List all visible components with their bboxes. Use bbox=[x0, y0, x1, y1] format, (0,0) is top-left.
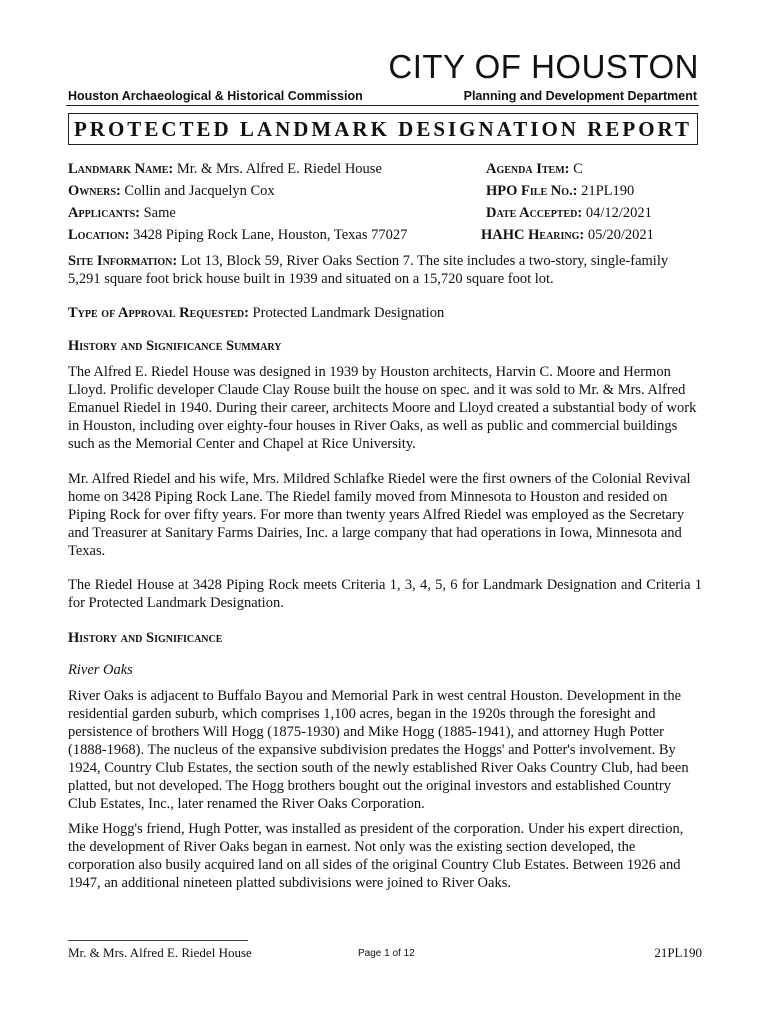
approval-label: Type of Approval Requested: bbox=[68, 305, 249, 321]
summary-paragraph-2 bbox=[68, 470, 702, 560]
site-information bbox=[68, 252, 702, 288]
history-paragraph-1 bbox=[68, 687, 702, 813]
history-p1: River Oaks is adjacent to Buffalo Bayou and Memorial Park in west central Houston. Development in the residential garden suburb, which comprises 1,100 acres, began in the 1920s through the foresight and persistence of brothers Will Hogg (1875-1930) and Mike Hogg (1885-1941), and attorney Hugh Potter (1888-1968). The nucleus of the expansive subdivision predates the Hoggs' and Potter's involvement. By 1924, Country Club Estates, the section south of the newly established River Oaks Country Club, had been platted, but not developed. The Hogg brothers bought out the original investors and established Country Club Estates, Inc., later renamed the River Oaks Corporation. bbox=[68, 688, 689, 812]
approval-value: Protected Landmark Designation bbox=[252, 305, 445, 321]
hahc-hearing-value: 05/20/2021 bbox=[587, 227, 654, 243]
agenda-item-row bbox=[486, 160, 583, 178]
history-heading-row bbox=[68, 629, 702, 647]
footer-divider bbox=[68, 940, 248, 941]
department-name: Planning and Development Department bbox=[463, 89, 697, 103]
history-paragraph-2 bbox=[68, 820, 702, 892]
landmark-name-value: Mr. & Mrs. Alfred E. Riedel House bbox=[176, 161, 382, 177]
history-subheading-row bbox=[68, 661, 702, 679]
summary-heading-row bbox=[68, 337, 702, 355]
hpo-file-row bbox=[486, 182, 634, 200]
city-title: CITY OF HOUSTON bbox=[388, 48, 699, 85]
summary-paragraph-1 bbox=[68, 363, 702, 453]
approval-type bbox=[68, 304, 702, 322]
hahc-hearing-row bbox=[481, 226, 654, 244]
location-row bbox=[68, 226, 407, 244]
hahc-hearing-label: HAHC Hearing: bbox=[481, 227, 585, 243]
landmark-name-row bbox=[68, 160, 382, 178]
summary-paragraph-3 bbox=[68, 576, 702, 612]
owners-row bbox=[68, 182, 275, 200]
footer-document-name: Mr. & Mrs. Alfred E. Riedel House bbox=[68, 945, 252, 960]
footer-file-number: 21PL190 bbox=[654, 945, 702, 960]
summary-heading: History and Significance Summary bbox=[68, 338, 282, 354]
location-label: Location: bbox=[68, 227, 130, 243]
report-title-box bbox=[68, 113, 698, 145]
summary-p2: Mr. Alfred Riedel and his wife, Mrs. Mildred Schlafke Riedel were the first owners of the Colonial Revival home on 3428 Piping Rock Lane. The Riedel family moved from Minnesota to Houston and resided on Piping Rock for over fifty years. For more than twenty years Alfred Riedel was employed as the Secretary and Treasurer at Sanitary Farms Dairies, Inc. a large company that had operations in Iowa, Minnesota and Texas. bbox=[68, 471, 691, 559]
report-title: PROTECTED LANDMARK DESIGNATION REPORT bbox=[73, 116, 692, 141]
owners-value: Collin and Jacquelyn Cox bbox=[124, 183, 275, 199]
hpo-file-value: 21PL190 bbox=[581, 183, 635, 199]
page-number: Page 1 of 12 bbox=[358, 948, 415, 959]
applicants-label: Applicants: bbox=[68, 205, 140, 221]
landmark-name-label: Landmark Name: bbox=[68, 161, 174, 177]
applicants-row bbox=[68, 204, 176, 222]
hpo-file-label: HPO File No.: bbox=[486, 183, 578, 199]
summary-p3: The Riedel House at 3428 Piping Rock meets Criteria 1, 3, 4, 5, 6 for Landmark Designation and Criteria 1 for Protected Landmark Designation. bbox=[68, 577, 702, 611]
history-heading: History and Significance bbox=[68, 630, 223, 646]
agenda-item-value: C bbox=[573, 161, 583, 177]
site-info-text: Lot 13, Block 59, River Oaks Section 7. The site includes a two-story, single-family 5,291 square foot brick house built in 1939 and situated on a 15,720 square foot lot. bbox=[68, 253, 669, 287]
agenda-item-label: Agenda Item: bbox=[486, 161, 570, 177]
owners-label: Owners: bbox=[68, 183, 121, 199]
history-p2: Mike Hogg's friend, Hugh Potter, was installed as president of the corporation. Under his expert direction, the development of River Oaks began in earnest. Not only was the existing section developed, the corporation also busily acquired land on all sides of the original Country Club Estates. Between 1926 and 1947, an additional nineteen platted subdivisions were joined to River Oaks. bbox=[68, 821, 684, 891]
date-accepted-label: Date Accepted: bbox=[486, 205, 583, 221]
history-subheading: River Oaks bbox=[68, 662, 133, 678]
header-divider bbox=[66, 105, 699, 106]
date-accepted-row bbox=[486, 204, 652, 222]
location-value: 3428 Piping Rock Lane, Houston, Texas 77027 bbox=[133, 227, 408, 243]
summary-p1: The Alfred E. Riedel House was designed in 1939 by Houston architects, Harvin C. Moore and Hermon Lloyd. Prolific developer Claude Clay Rouse built the house on spec. and it was sold to Mr. & Mrs. Alfred Emanuel Riedel in 1940. During their career, architects Moore and Lloyd created a substantial body of work in Houston, including over eighty-four houses in River Oaks, as well as public and commercial buildings such as the Memorial Center and Chapel at Rice University. bbox=[68, 364, 697, 452]
commission-name: Houston Archaeological & Historical Commission bbox=[68, 89, 363, 103]
applicants-value: Same bbox=[143, 205, 176, 221]
date-accepted-value: 04/12/2021 bbox=[585, 205, 652, 221]
site-info-label: Site Information: bbox=[68, 253, 178, 269]
